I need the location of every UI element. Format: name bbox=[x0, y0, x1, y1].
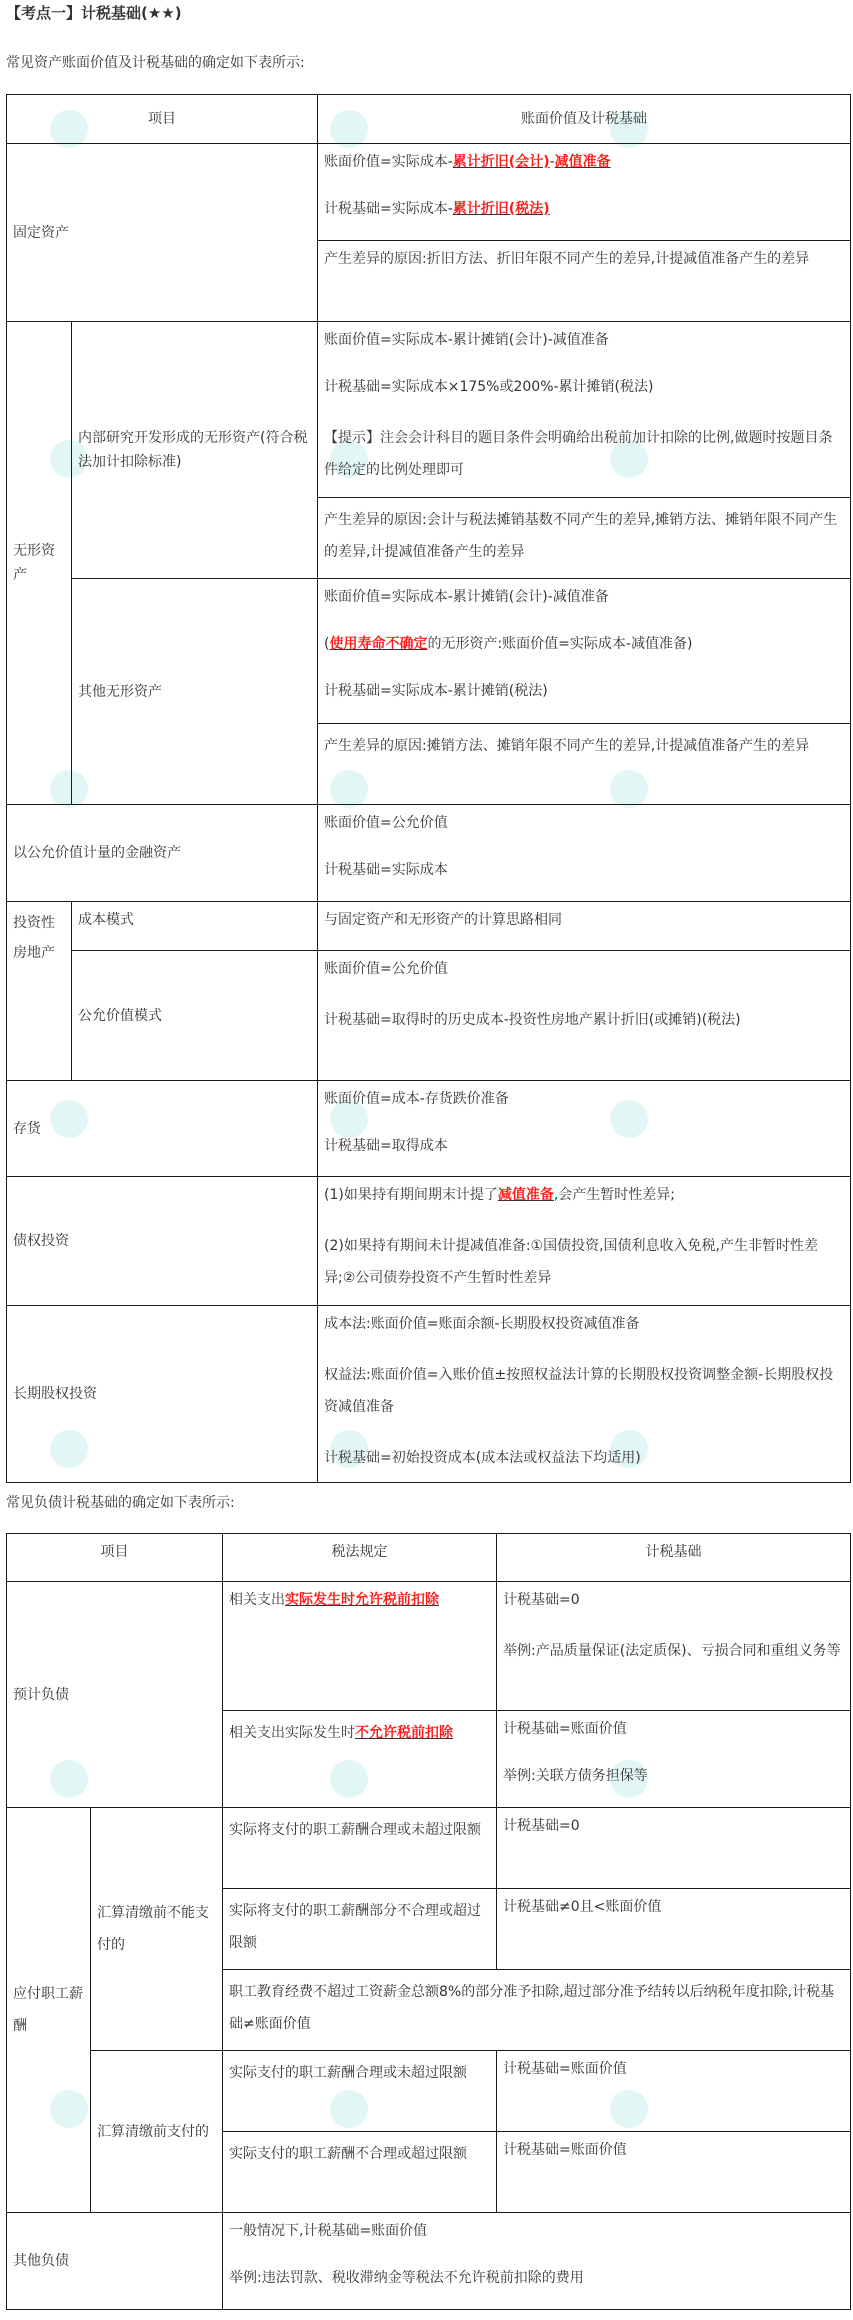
fv-model-label: 公允价值模式 bbox=[72, 951, 318, 1081]
header-tax-rule: 税法规定 bbox=[223, 1534, 497, 1582]
text: 的无形资产:账面价值=实际成本-减值准备) bbox=[427, 636, 693, 652]
payroll-paid-rule-1: 实际支付的职工薪酬合理或未超过限额 bbox=[223, 2051, 497, 2132]
tax-base-line: 计税基础=初始投资成本(成本法或权益法下均适用) bbox=[324, 1450, 641, 1466]
liabilities-intro: 常见负债计税基础的确定如下表所示: bbox=[6, 1495, 235, 1511]
payroll-label: 应付职工薪酬 bbox=[7, 1808, 91, 2213]
tax-base-line: 计税基础=实际成本-累计摊销(税法) bbox=[324, 683, 548, 699]
text: 账面价值=实际成本- bbox=[324, 154, 453, 170]
table-row bbox=[7, 1306, 851, 1483]
highlight-text: 不允许税前扣除 bbox=[355, 1725, 453, 1741]
header-value: 账面价值及计税基础 bbox=[318, 95, 851, 144]
text: 相关支出 bbox=[229, 1592, 285, 1608]
payroll-unpaid-rule-1: 实际将支付的职工薪酬合理或未超过限额 bbox=[223, 1808, 497, 1889]
liabilities-table bbox=[6, 1533, 851, 2310]
provisions-tax-base-1 bbox=[497, 1582, 851, 1711]
text: (1)如果持有期间期末计提了 bbox=[324, 1187, 498, 1203]
fv-financial-assets-formulas bbox=[318, 805, 851, 902]
intangible-other-formulas bbox=[318, 579, 851, 724]
table-row bbox=[7, 1808, 851, 1889]
page-title: 【考点一】计税基础(★★) bbox=[6, 4, 182, 22]
table-row bbox=[7, 902, 851, 951]
table-row bbox=[7, 951, 851, 1081]
debt-investment-label: 债权投资 bbox=[7, 1177, 318, 1306]
header-item: 项目 bbox=[7, 95, 318, 144]
provisions-tax-base-2 bbox=[497, 1711, 851, 1808]
investment-property-label: 投资性房地产 bbox=[7, 902, 72, 1081]
debt-investment-text bbox=[318, 1177, 851, 1306]
payroll-paid-rule-2: 实际支付的职工薪酬不合理或超过限额 bbox=[223, 2132, 497, 2213]
intangible-internal-difference: 产生差异的原因:会计与税法摊销基数不同产生的差异,摊销方法、摊销年限不同产生的差异,计提减值准备产生的差异 bbox=[318, 498, 851, 579]
table-row bbox=[7, 2213, 851, 2310]
general-line: 一般情况下,计税基础=账面价值 bbox=[229, 2223, 428, 2239]
table-header-row bbox=[7, 95, 851, 144]
tax-base-line: 计税基础=实际成本×175%或200%-累计摊销(税法) bbox=[324, 379, 654, 395]
table-header-row bbox=[7, 1534, 851, 1582]
inventory-formulas bbox=[318, 1081, 851, 1177]
text: 计税基础=实际成本- bbox=[324, 201, 453, 217]
highlight-text: 减值准备 bbox=[497, 1187, 554, 1203]
text: 相关支出实际发生时 bbox=[229, 1725, 355, 1741]
payroll-unpaid-tax-base-2: 计税基础≠0且<账面价值 bbox=[497, 1889, 851, 1970]
inventory-label: 存货 bbox=[7, 1081, 318, 1177]
book-value-line: 账面价值=成本-存货跌价准备 bbox=[324, 1091, 509, 1107]
highlight-text: 实际发生时允许税前扣除 bbox=[285, 1592, 439, 1608]
tax-base-line: 计税基础=取得时的历史成本-投资性房地产累计折旧(或摊销)(税法) bbox=[324, 1012, 741, 1028]
tax-base-line bbox=[324, 197, 844, 221]
cost-method-line: 成本法:账面价值=账面余额-长期股权投资减值准备 bbox=[324, 1316, 640, 1332]
debt-item-2: (2)如果持有期间未计提减值准备:①国债投资,国债利息收入免税,产生非暂时性差异;②公司债券投资不产生暂时性差异 bbox=[324, 1238, 818, 1286]
fv-financial-assets-label: 以公允价值计量的金融资产 bbox=[7, 805, 318, 902]
book-value-line: 账面价值=实际成本-累计摊销(会计)-减值准备 bbox=[324, 332, 609, 348]
example-line: 举例:违法罚款、税收滞纳金等税法不允许税前扣除的费用 bbox=[229, 2270, 584, 2286]
fixed-assets-label: 固定资产 bbox=[7, 144, 318, 322]
intangible-internal-label: 内部研究开发形成的无形资产(符合税法加计扣除标准) bbox=[72, 322, 318, 579]
tip-line: 【提示】注会会计科目的题目条件会明确给出税前加计扣除的比例,做题时按题目条件给定的比例处理即可 bbox=[324, 430, 833, 478]
tax-base-line: 计税基础=0 bbox=[503, 1592, 580, 1608]
payroll-unpaid-label: 汇算清缴前不能支付的 bbox=[91, 1808, 223, 2051]
intangible-label: 无形资产 bbox=[7, 322, 72, 805]
highlight-text: 减值准备 bbox=[554, 154, 611, 170]
assets-intro: 常见资产账面价值及计税基础的确定如下表所示: bbox=[6, 55, 305, 71]
book-value-line: 账面价值=实际成本-累计摊销(会计)-减值准备 bbox=[324, 589, 609, 605]
highlight-text: 累计折旧(税法) bbox=[452, 201, 550, 217]
tax-base-line: 计税基础=实际成本 bbox=[324, 862, 448, 878]
education-expense-note: 职工教育经费不超过工资薪金总额8%的部分准予扣除,超过部分准予结转以后纳税年度扣除,计税基础≠账面价值 bbox=[223, 1970, 851, 2051]
intangible-other-difference: 产生差异的原因:摊销方法、摊销年限不同产生的差异,计提减值准备产生的差异 bbox=[318, 724, 851, 805]
text: ,会产生暂时性差异; bbox=[553, 1187, 676, 1203]
long-term-equity-text bbox=[318, 1306, 851, 1483]
intangible-internal-formulas bbox=[318, 322, 851, 498]
header-tax-base: 计税基础 bbox=[497, 1534, 851, 1582]
table-row bbox=[7, 2051, 851, 2132]
payroll-paid-label: 汇算清缴前支付的 bbox=[91, 2051, 223, 2213]
book-value-line bbox=[324, 150, 844, 174]
assets-table bbox=[6, 94, 851, 1483]
book-value-line: 账面价值=公允价值 bbox=[324, 815, 448, 831]
text: - bbox=[549, 154, 555, 170]
table-row bbox=[7, 144, 851, 241]
table-row bbox=[7, 322, 851, 498]
other-liabilities-label: 其他负债 bbox=[7, 2213, 223, 2310]
tax-base-line: 计税基础=取得成本 bbox=[324, 1138, 448, 1154]
cost-model-label: 成本模式 bbox=[72, 902, 318, 951]
example-line: 举例:产品质量保证(法定质保)、亏损合同和重组义务等 bbox=[503, 1643, 841, 1659]
table-row bbox=[7, 579, 851, 724]
intangible-other-label: 其他无形资产 bbox=[72, 579, 318, 805]
table-row bbox=[7, 1081, 851, 1177]
payroll-unpaid-tax-base-1: 计税基础=0 bbox=[497, 1808, 851, 1889]
payroll-paid-tax-base-2: 计税基础=账面价值 bbox=[497, 2132, 851, 2213]
equity-method-line: 权益法:账面价值=入账价值±按照权益法计算的长期股权投资调整金额-长期股权投资减值准备 bbox=[324, 1367, 834, 1415]
highlight-text: 累计折旧(会计) bbox=[452, 154, 550, 170]
provisions-label: 预计负债 bbox=[7, 1582, 223, 1808]
indefinite-life-line bbox=[324, 632, 844, 656]
provisions-rule-2 bbox=[223, 1711, 497, 1808]
other-liabilities-text bbox=[223, 2213, 851, 2310]
header-item: 项目 bbox=[7, 1534, 223, 1582]
tax-base-line: 计税基础=账面价值 bbox=[503, 1721, 627, 1737]
highlight-text: 使用寿命不确定 bbox=[329, 636, 428, 652]
table-row bbox=[7, 805, 851, 902]
table-row bbox=[7, 1177, 851, 1306]
book-value-line: 账面价值=公允价值 bbox=[324, 961, 448, 977]
long-term-equity-label: 长期股权投资 bbox=[7, 1306, 318, 1483]
example-line: 举例:关联方债务担保等 bbox=[503, 1768, 648, 1784]
text: ( bbox=[324, 636, 330, 652]
debt-item-1 bbox=[324, 1183, 844, 1207]
payroll-paid-tax-base-1: 计税基础=账面价值 bbox=[497, 2051, 851, 2132]
fv-model-formulas bbox=[318, 951, 851, 1081]
table-row bbox=[7, 1582, 851, 1711]
cost-model-text: 与固定资产和无形资产的计算思路相同 bbox=[318, 902, 851, 951]
provisions-rule-1 bbox=[223, 1582, 497, 1711]
fixed-assets-formulas bbox=[318, 144, 851, 241]
fixed-assets-difference: 产生差异的原因:折旧方法、折旧年限不同产生的差异,计提减值准备产生的差异 bbox=[318, 241, 851, 322]
payroll-unpaid-rule-2: 实际将支付的职工薪酬部分不合理或超过限额 bbox=[223, 1889, 497, 1970]
